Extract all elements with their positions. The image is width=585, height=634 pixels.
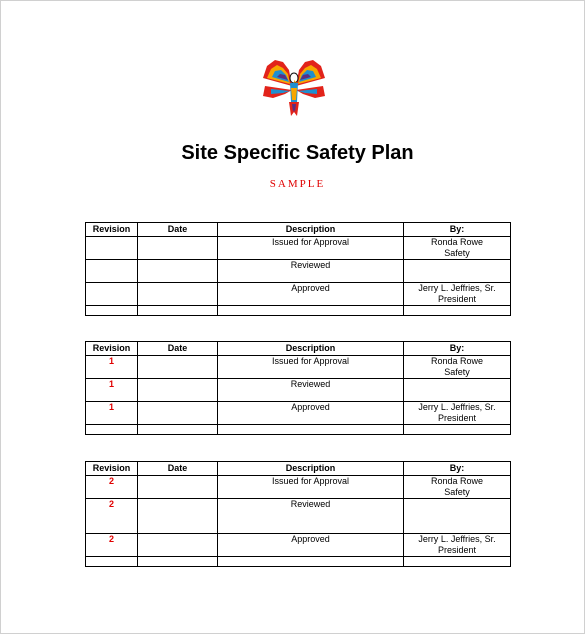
column-header-description: Description [218,223,404,237]
column-header-date: Date [138,462,218,476]
revision-table [85,222,511,316]
by-role: President [437,413,477,423]
description-cell: Reviewed [218,499,404,534]
column-header-revision: Revision [86,462,138,476]
revision-cell [86,260,138,283]
revision-cell [86,283,138,306]
description-cell: Approved [218,283,404,306]
date-cell [138,476,218,499]
by-name: Ronda Rowe [430,237,484,247]
revision-cell: 1 [86,402,138,425]
revision-table [85,461,511,567]
by-role: President [437,545,477,555]
revision-cell: 2 [86,534,138,557]
table-header-row [86,223,511,237]
date-cell [138,534,218,557]
table-row [86,356,511,379]
column-header-by: By: [404,342,511,356]
by-cell [404,356,511,379]
by-cell [404,534,511,557]
table-row [86,260,511,283]
column-header-date: Date [138,223,218,237]
table-header-row [86,462,511,476]
by-name: Jerry L. Jeffries, Sr. [418,402,496,412]
by-role: President [437,294,477,304]
table-row [86,476,511,499]
by-cell [404,499,511,534]
description-cell: Approved [218,402,404,425]
page-title: Site Specific Safety Plan [181,142,414,164]
description-cell: Approved [218,534,404,557]
description-cell: Issued for Approval [218,476,404,499]
by-name: Ronda Rowe [430,476,484,486]
date-cell [138,237,218,260]
by-cell [404,283,511,306]
table-row [86,237,511,260]
revision-cell [86,237,138,260]
table-row [86,283,511,306]
by-cell [404,402,511,425]
table-row [86,402,511,425]
table-row [86,499,511,534]
date-cell [138,379,218,402]
by-role: Safety [444,487,470,497]
table-row [86,534,511,557]
column-header-by: By: [404,223,511,237]
table-row-blank [86,306,511,316]
by-name: Jerry L. Jeffries, Sr. [418,283,496,293]
column-header-revision: Revision [86,342,138,356]
date-cell [138,283,218,306]
by-name: Ronda Rowe [430,356,484,366]
description-cell: Reviewed [218,260,404,283]
by-role: Safety [444,367,470,377]
description-cell: Reviewed [218,379,404,402]
by-cell [404,260,511,283]
revision-cell: 2 [86,476,138,499]
table-header-row [86,342,511,356]
by-cell [404,237,511,260]
by-role: Safety [444,248,470,258]
column-header-date: Date [138,342,218,356]
table-row [86,379,511,402]
revision-cell: 1 [86,379,138,402]
description-cell: Issued for Approval [218,356,404,379]
column-header-revision: Revision [86,223,138,237]
date-cell [138,402,218,425]
by-cell [404,476,511,499]
eagle-emblem-icon [259,56,329,120]
revision-cell: 2 [86,499,138,534]
revision-cell: 1 [86,356,138,379]
date-cell [138,260,218,283]
sample-stamp: SAMPLE [269,178,326,190]
date-cell [138,356,218,379]
column-header-by: By: [404,462,511,476]
column-header-description: Description [218,462,404,476]
by-cell [404,379,511,402]
column-header-description: Description [218,342,404,356]
description-cell: Issued for Approval [218,237,404,260]
table-row-blank [86,557,511,567]
revision-table [85,341,511,435]
by-name: Jerry L. Jeffries, Sr. [418,534,496,544]
date-cell [138,499,218,534]
table-row-blank [86,425,511,435]
